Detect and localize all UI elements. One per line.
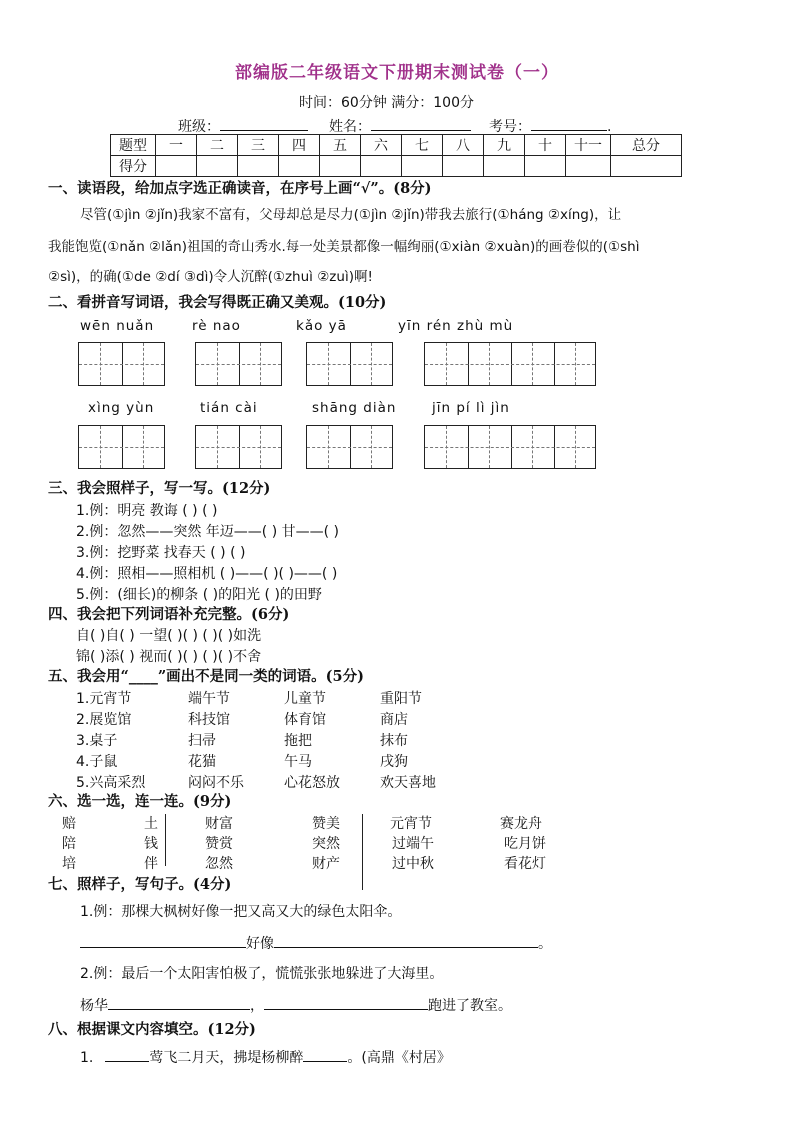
- q5-row-4-item: 戌狗: [380, 754, 408, 770]
- class-field[interactable]: [178, 116, 308, 136]
- q6-left-char[interactable]: 培: [62, 856, 76, 872]
- pinyin-tiancai: tián cài: [200, 400, 258, 416]
- writing-box-2char[interactable]: [78, 342, 165, 386]
- score-col-10: 十: [525, 135, 566, 156]
- writing-box-2char[interactable]: [195, 342, 282, 386]
- score-col-7: 七: [402, 135, 443, 156]
- score-table-row2-label: 得分: [111, 156, 156, 177]
- score-table-score-row: [111, 156, 682, 177]
- q8-line-1-end: 。(高鼎《村居》: [347, 1050, 451, 1066]
- q3-heading: 三、我会照样子，写一写。(12分): [48, 480, 271, 497]
- writing-grid-row-2: [0, 425, 794, 471]
- q3-item-2: 2.例：忽然——突然 年迈——( ) 甘——( ): [76, 524, 340, 540]
- score-cell[interactable]: [238, 156, 279, 177]
- q6-divider-1: [165, 814, 166, 866]
- q1-line-2: 我能饱览(①nǎn ②lǎn)祖国的奇山秀水.每一处美景都像一幅绚丽(①xiàn ②xuàn)的画卷似的(①shì: [48, 239, 640, 255]
- writing-grid-row-1: [0, 342, 794, 388]
- q7-example-2: 2.例：最后一个太阳害怕极了，慌慌张张地躲进了大海里。: [80, 966, 444, 982]
- pinyin-renao: rè nao: [192, 318, 241, 334]
- q5-row-1-item: 儿童节: [284, 691, 326, 707]
- q3-item-3: 3.例：挖野菜 找春天 ( ) ( ): [76, 545, 246, 561]
- q6-left-char[interactable]: 陪: [62, 836, 76, 852]
- q6-left-match[interactable]: 钱: [144, 836, 158, 852]
- q6-mid-word[interactable]: 忽然: [205, 856, 233, 872]
- q6-divider-2: [362, 814, 363, 890]
- score-col-5: 五: [320, 135, 361, 156]
- q5-row-2-item: 2.展览馆: [76, 712, 132, 728]
- q5-row-5-item: 欢天喜地: [380, 775, 436, 791]
- q6-left-match[interactable]: 伴: [144, 856, 158, 872]
- q5-row-4-item: 午马: [284, 754, 312, 770]
- q5-row-5-item: 5.兴高采烈: [76, 775, 146, 791]
- q6-heading: 六、选一选，连一连。(9分): [48, 793, 232, 810]
- score-cell[interactable]: [156, 156, 197, 177]
- score-cell[interactable]: [361, 156, 402, 177]
- writing-box-2char[interactable]: [78, 425, 165, 469]
- pinyin-kaoya: kǎo yā: [296, 318, 347, 334]
- q6-mid-match[interactable]: 赞美: [312, 816, 340, 832]
- q7-heading: 七、照样子，写句子。(4分): [48, 876, 232, 893]
- q1-line-1: 尽管(①jìn ②jǐn)我家不富有，父母却总是尽力(①jìn ②jǐn)带我去旅行(①háng ②xíng)，让: [80, 207, 622, 223]
- score-col-1: 一: [156, 135, 197, 156]
- q1-line-3: ②sì)，的确(①de ②dí ③dì)令人沉醉(①zhuì ②zuì)啊!: [48, 269, 373, 285]
- id-end-mark: .: [607, 119, 612, 135]
- pinyin-yinrenzhumu: yīn rén zhù mù: [398, 318, 514, 334]
- score-col-2: 二: [197, 135, 238, 156]
- score-cell[interactable]: [443, 156, 484, 177]
- class-blank[interactable]: [220, 116, 308, 131]
- q5-row-5-item: 闷闷不乐: [188, 775, 244, 791]
- q7-example-1: 1.例：那棵大枫树好像一把又高又大的绿色太阳伞。: [80, 904, 402, 920]
- q5-row-2-item: 商店: [380, 712, 408, 728]
- score-cell[interactable]: [525, 156, 566, 177]
- q7-blank-1b[interactable]: [274, 933, 538, 948]
- q5-row-3-item: 扫帚: [188, 733, 216, 749]
- q8-blank-1[interactable]: [105, 1047, 149, 1062]
- q2-heading: 二、看拼音写词语，我会写得既正确又美观。(10分): [48, 294, 387, 311]
- q5-row-4-item: 花猫: [188, 754, 216, 770]
- pinyin-shangdian: shāng diàn: [312, 400, 397, 416]
- score-col-4: 四: [279, 135, 320, 156]
- q5-row-1-item: 端午节: [188, 691, 230, 707]
- score-col-11: 十一: [566, 135, 611, 156]
- q5-row-1-item: 重阳节: [380, 691, 422, 707]
- q6-mid-match[interactable]: 突然: [312, 836, 340, 852]
- q5-row-1-item: 1.元宵节: [76, 691, 132, 707]
- q7-blank-2b[interactable]: [264, 995, 428, 1010]
- id-label: 考号：: [489, 119, 531, 135]
- q6-right-activity[interactable]: 赛龙舟: [500, 816, 542, 832]
- class-label: 班级：: [178, 119, 220, 135]
- score-cell[interactable]: [279, 156, 320, 177]
- q4-line-2: 锦( )添( ) 视而( )( ) ( )( )不舍: [76, 649, 262, 665]
- q7-blank-1a[interactable]: [80, 933, 246, 948]
- writing-box-4char[interactable]: [424, 342, 596, 386]
- q7-blank-2a[interactable]: [108, 995, 250, 1010]
- q6-right-festival[interactable]: 过中秋: [392, 856, 434, 872]
- q8-heading: 八、根据课文内容填空。(12分): [48, 1021, 256, 1038]
- score-col-3: 三: [238, 135, 279, 156]
- q7-fill-1: [80, 933, 552, 953]
- writing-box-4char[interactable]: [424, 425, 596, 469]
- name-label: 姓名：: [329, 119, 371, 135]
- q4-line-1: 自( )自( ) 一望( )( ) ( )( )如洗: [76, 628, 262, 644]
- score-cell-total[interactable]: [611, 156, 682, 177]
- q7-fill-1-end: 。: [538, 936, 552, 952]
- q6-left-char[interactable]: 赔: [62, 816, 76, 832]
- q5-row-4-item: 4.子鼠: [76, 754, 118, 770]
- name-blank[interactable]: [371, 116, 471, 131]
- score-col-9: 九: [484, 135, 525, 156]
- q6-right-festival[interactable]: 过端午: [392, 836, 434, 852]
- q4-heading: 四、我会把下列词语补充完整。(6分): [48, 606, 290, 623]
- pinyin-jinpilijin: jīn pí lì jìn: [432, 400, 510, 416]
- q5-row-2-item: 体育馆: [284, 712, 326, 728]
- score-cell[interactable]: [320, 156, 361, 177]
- q8-blank-2[interactable]: [303, 1047, 347, 1062]
- q7-fill-1-mid: 好像: [246, 936, 274, 952]
- q6-mid-word[interactable]: 赞赏: [205, 836, 233, 852]
- id-field[interactable]: [489, 116, 611, 136]
- pinyin-wennuan: wēn nuǎn: [80, 318, 155, 334]
- writing-box-2char[interactable]: [195, 425, 282, 469]
- q5-row-2-item: 科技馆: [188, 712, 230, 728]
- q6-right-activity[interactable]: 看花灯: [504, 856, 546, 872]
- q6-mid-match[interactable]: 财产: [312, 856, 340, 872]
- score-table-header-row: [111, 135, 682, 156]
- score-cell[interactable]: [484, 156, 525, 177]
- id-blank[interactable]: [531, 116, 607, 131]
- score-col-6: 六: [361, 135, 402, 156]
- writing-box-2char[interactable]: [306, 342, 393, 386]
- q7-fill-2-comma: ，: [250, 998, 264, 1014]
- q5-row-3-item: 拖把: [284, 733, 312, 749]
- q5-row-3-item: 抹布: [380, 733, 408, 749]
- score-col-total: 总分: [611, 135, 682, 156]
- q7-fill-2-end: 跑进了教室。: [428, 998, 512, 1014]
- q7-fill-2: [80, 995, 512, 1015]
- q3-item-5: 5.例：(细长)的柳条 ( )的阳光 ( )的田野: [76, 587, 322, 603]
- score-cell[interactable]: [402, 156, 443, 177]
- q5-row-3-item: 3.桌子: [76, 733, 118, 749]
- q8-line-1-mid: 莺飞二月天，拂堤杨柳醉: [149, 1050, 304, 1066]
- page-title: 部编版二年级语文下册期末测试卷（一）: [235, 63, 559, 83]
- q6-left-match[interactable]: 土: [144, 816, 158, 832]
- q1-heading: 一、读语段，给加点字选正确读音，在序号上画“√”。(8分): [48, 180, 432, 197]
- q5-heading: 五、我会用“____”画出不是同一类的词语。(5分): [48, 668, 364, 685]
- q3-item-1: 1.例：明亮 教诲 ( ) ( ): [76, 503, 218, 519]
- name-field[interactable]: [329, 116, 471, 136]
- score-table-row1-label: 题型: [111, 135, 156, 156]
- q5-row-5-item: 心花怒放: [284, 775, 340, 791]
- q6-right-activity[interactable]: 吃月饼: [504, 836, 546, 852]
- writing-box-2char[interactable]: [306, 425, 393, 469]
- q6-mid-word[interactable]: 财富: [205, 816, 233, 832]
- q6-right-festival[interactable]: 元宵节: [390, 816, 432, 832]
- score-col-8: 八: [443, 135, 484, 156]
- q7-fill-2-start: 杨华: [80, 998, 108, 1014]
- exam-time-info: 时间：60分钟 满分：100分: [299, 95, 474, 111]
- q8-line-1-num: 1.: [80, 1050, 94, 1066]
- score-table: [110, 134, 682, 177]
- score-cell[interactable]: [566, 156, 611, 177]
- q3-item-4: 4.例：照相——照相机 ( )——( )( )——( ): [76, 566, 338, 582]
- q8-line-1: [80, 1047, 451, 1067]
- pinyin-xingyun: xìng yùn: [88, 400, 155, 416]
- score-cell[interactable]: [197, 156, 238, 177]
